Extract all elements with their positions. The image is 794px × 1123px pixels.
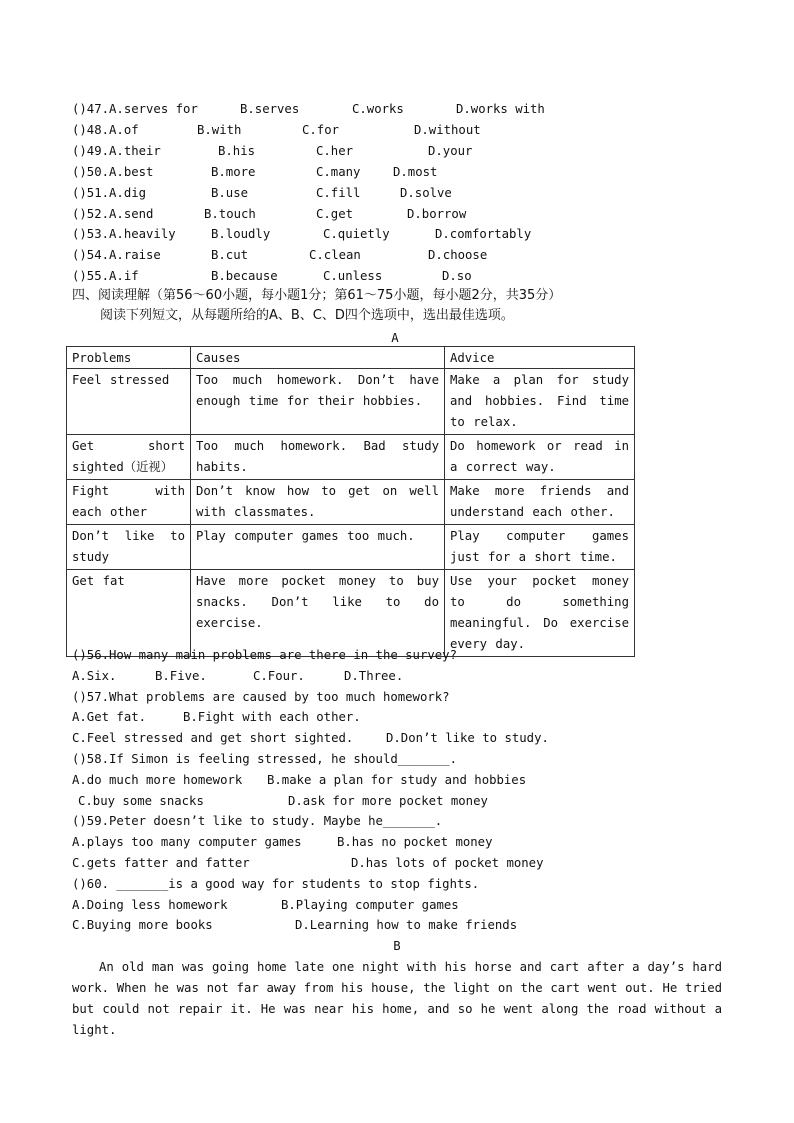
cell-problem: Get fat [67,570,191,657]
passage-b-text: An old man was going home late one night with his horse and cart after a day’s hard work. When he was not far away from his house, the light on the cart went out. He tried but could not repair it. He was near his home, and so he went along the road without a light. [72,960,722,1037]
section-heading: 四、阅读理解（第56～60小题，每小题1分；第61～75小题，每小题2分，共35分） [72,288,562,303]
cell-cause: Don’t know how to get on well with classmates. [191,480,445,525]
passage-b-label: B [393,939,401,953]
column-header-problems: Problems [67,347,191,369]
question-57: ()57.What problems are caused by too much homework? [72,690,450,704]
cell-advice: Use your pocket money to do something meaningful. Do exercise every day. [445,570,635,657]
cell-problem: Don’t like to study [67,525,191,570]
question-59: ()59.Peter doesn’t like to study. Maybe he_______. [72,814,443,828]
passage-a-label: A [391,331,399,345]
worksheet-page: ()47.A.serves for B.serves C.works D.works with ()48.A.of B.with C.for D.without ()49.A.their B.his C.her D.your ()50.A.best B.more C.many D.most ()51.A.dig B.use C.fill D.solve ()52.A.send B.touch C.get D.borrow ()53.A.heavily B.loudly C.quietly D.comfortably ()54.A.raise B.cut C.clean D.choose ()55.A.if B.because C.unless D.so 四、阅读理解（第56～60小题，每小题1分；第61～75小题，每小题2分，共35分） 阅读下列短文，从每题所给的A、B、C、D四个选项中，选出最佳选项。 A Problems Causes Advice Feel stressed Too much homework. Don’t have enough time for their hobbies. Make a plan for study and hobbies. Find time to relax. Get short sighted（近视） Too much homework. Bad study habits. Do homework or read in a correct way. Fight with each other Don’t know how to get on well with classmates. Make more friends and understand each other. Don’t like to study Play computer games too much. Play computer games just for a short time. Get fat Have more pocket money to buy snacks. Don’t like to do exercise. Use your pocket money to do something meaningful. Do exercise every day. ()56.How many main problems are there in the survey? A.Six. B.Five. C.Four. D.Three. ()57.What problems are caused by too much homework? A.Get fat. B.Fight with each other. C.Feel stressed and get short sighted. D.Don’t like to study. ()58.If Simon is feeling stressed, he should_______. A.do much more homework B.make a plan for study and hobbies C.buy some snacks D.ask for more pocket money ()59.Peter doesn’t like to study. Maybe he_______. A.plays too many computer games B.has no pocket money C.gets fatter and fatter D.has lots of pocket money ()60. _______is a good way for students to stop fights. A.Doing less homework B.Playing computer games C.Buying more books D.Learning how to make friends B An old man was going home late one night with his horse and cart after a day’s hard work. When he was not far away from his house, the light on the cart went out. He tried but could not repair it. He was near his home, and so he went along the road without a light. [0,0,794,1123]
table-row [67,525,635,570]
cell-advice: Make a plan for study and hobbies. Find time to relax. [445,369,635,435]
question-58: ()58.If Simon is feeling stressed, he should_______. [72,752,457,766]
cell-cause: Play computer games too much. [191,525,445,570]
cell-cause: Too much homework. Bad study habits. [191,435,445,480]
cell-problem: Feel stressed [67,369,191,435]
table-row [67,570,635,657]
question-56: ()56.How many main problems are there in the survey? [72,648,457,662]
cell-advice: Play computer games just for a short time. [445,525,635,570]
table-row [67,435,635,480]
column-header-causes: Causes [191,347,445,369]
cell-problem: Fight with each other [67,480,191,525]
question-60: ()60. _______is a good way for students to stop fights. [72,877,480,891]
cell-advice: Do homework or read in a correct way. [445,435,635,480]
cell-cause: Have more pocket money to buy snacks. Don’t like to do exercise. [191,570,445,657]
table-header-row [67,347,635,369]
cell-cause: Too much homework. Don’t have enough time for their hobbies. [191,369,445,435]
cell-advice: Make more friends and understand each other. [445,480,635,525]
survey-table [66,346,635,657]
table-row [67,480,635,525]
column-header-advice: Advice [445,347,635,369]
cell-problem: Get short sighted（近视） [67,435,191,480]
section-instruction: 阅读下列短文，从每题所给的A、B、C、D四个选项中，选出最佳选项。 [100,308,514,323]
table-row [67,369,635,435]
